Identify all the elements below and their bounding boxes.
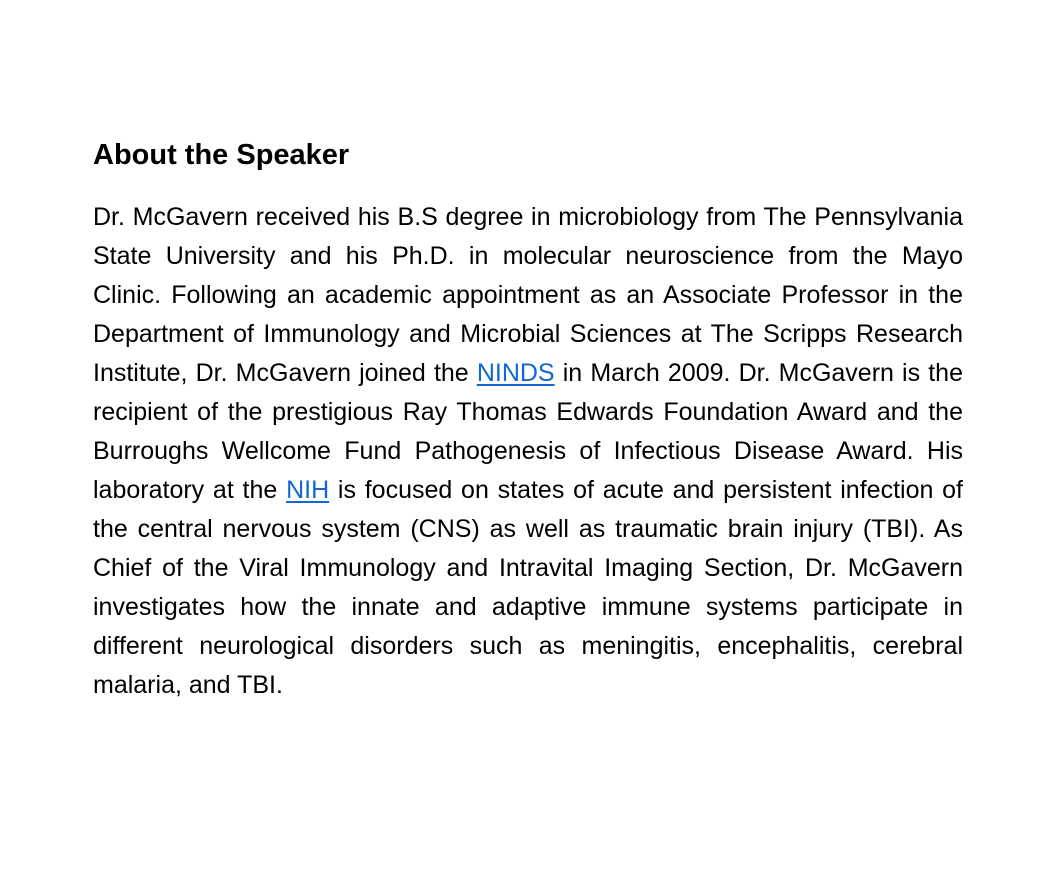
page-title: About the Speaker — [93, 139, 350, 171]
nih-link[interactable]: NIH — [286, 475, 330, 504]
ninds-link[interactable]: NINDS — [476, 358, 555, 387]
speaker-bio-paragraph — [93, 198, 963, 705]
bio-text-segment-1: Dr. McGavern received his B.S degree in microbiology from The Pennsylvania State University and his Ph.D. in molecular neuroscience from the Mayo Clinic. Following an academic appointment as an Associate Professor in the Department of Immunology and Microbial Sciences at The Scripps Research Institute, Dr. McGavern joined the — [93, 202, 963, 387]
bio-text-segment-3: is focused on states of acute and persistent infection of the central nervous system (CNS) as well as traumatic brain injury (TBI). As Chief of the Viral Immunology and Intravital Imaging Section, Dr. McGavern investigates how the innate and adaptive immune systems participate in different neurological disorders such as meningitis, encephalitis, cerebral malaria, and TBI. — [93, 475, 963, 699]
bio-text-segment-2: in March 2009. Dr. McGavern is the recipient of the prestigious Ray Thomas Edwards Foundation Award and the Burroughs Wellcome Fund Pathogenesis of Infectious Disease Award. His laboratory at the — [93, 358, 963, 504]
